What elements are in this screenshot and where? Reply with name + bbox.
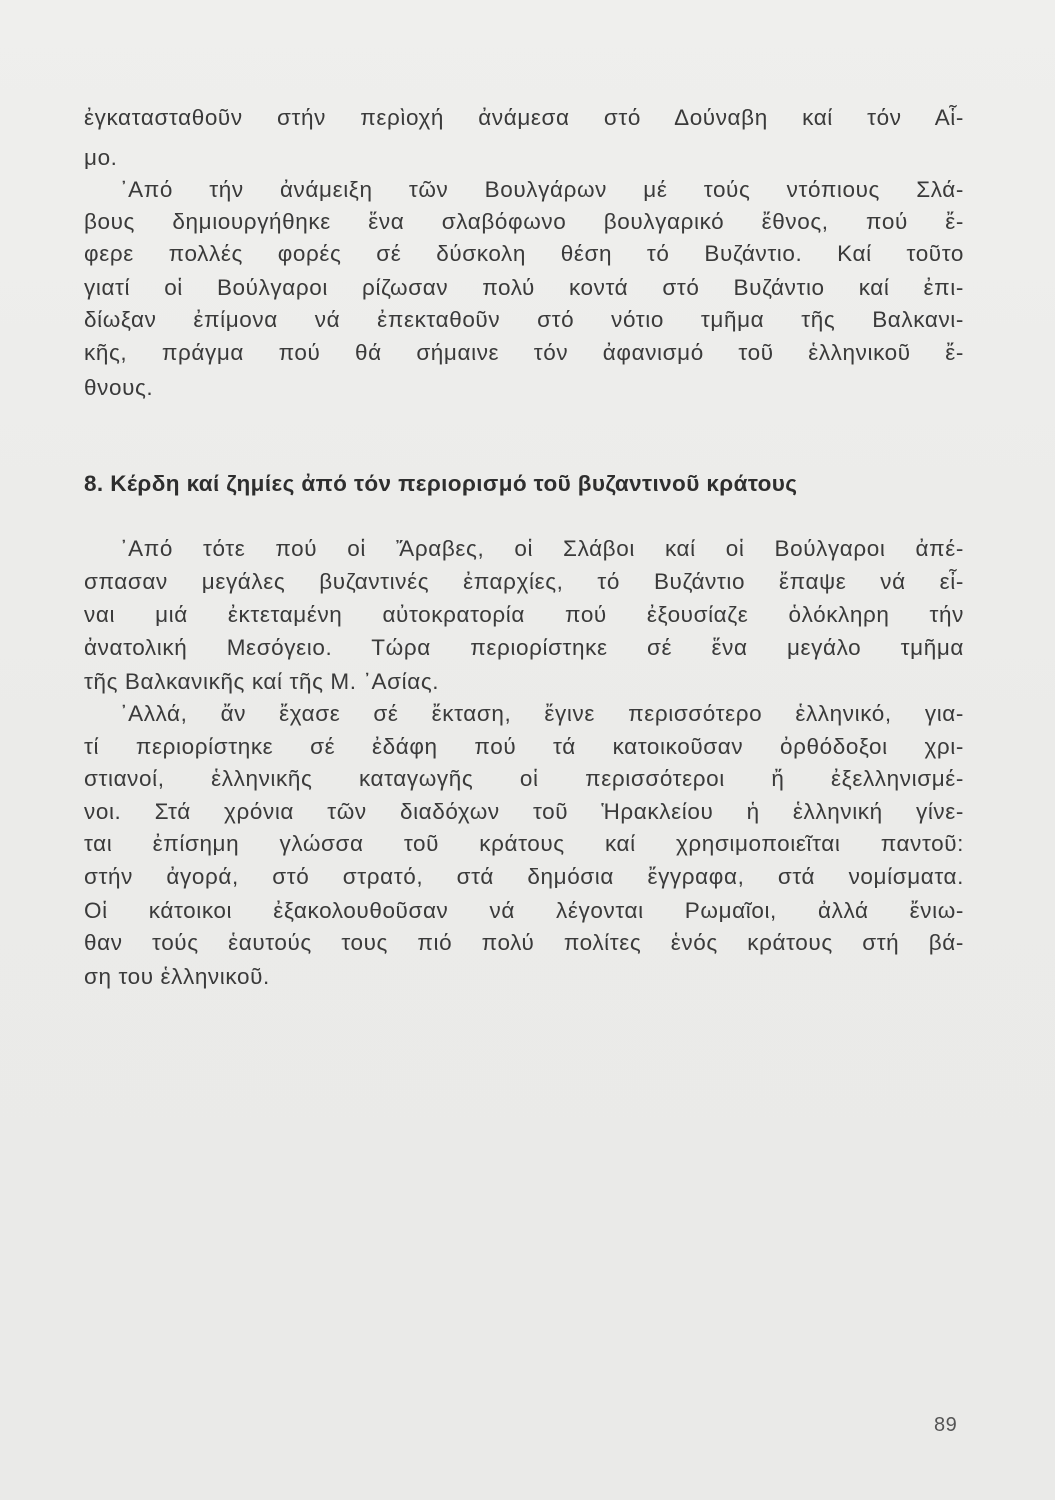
text-line: δίωξαν ἐπίμονα νά ἐπεκταθοῦν στό νότιο τμῆμα τῆς Βαλκανι- (84, 307, 964, 332)
text-line: ᾿Αλλά, ἄν ἔχασε σέ ἔκταση, ἔγινε περισσότερο ἑλληνικό, για- (120, 701, 964, 726)
text-line: θνους. (84, 375, 154, 400)
text-line: μο. (84, 145, 118, 170)
text-line: στιανοί, ἑλληνικῆς καταγωγῆς οἱ περισσότεροι ἤ ἐξελληνισμέ- (84, 766, 964, 791)
text-line: κῆς, πράγμα πού θά σήμαινε τόν ἀφανισμό τοῦ ἑλληνικοῦ ἔ- (84, 340, 964, 365)
page-number: 89 (934, 1414, 958, 1436)
text-line: θαν τούς ἑαυτούς τους πιό πολύ πολίτες ἑνός κράτους στή βά- (84, 930, 964, 955)
text-line: νοι. Στά χρόνια τῶν διαδόχων τοῦ Ἡρακλείου ἡ ἑλληνική γίνε- (84, 799, 964, 824)
text-line: ται ἐπίσημη γλώσσα τοῦ κράτους καί χρησιμοποιεῖται παντοῦ: (84, 831, 964, 856)
text-line: τί περιορίστηκε σέ ἐδάφη πού τά κατοικοῦσαν ὀρθόδοξοι χρι- (84, 734, 964, 759)
text-line: ἐγκατασταθοῦν στήν περὶοχή ἀνάμεσα στό Δούναβη καί τόν Αἷ- (84, 105, 964, 130)
text-line: τῆς Βαλκανικῆς καί τῆς Μ. ᾿Ασίας. (84, 669, 440, 694)
text-line: ᾿Από τότε πού οἱ Ἄραβες, οἱ Σλάβοι καί οἱ Βούλγαροι ἀπέ- (120, 536, 964, 561)
text-line: ναι μιά ἐκτεταμένη αὐτοκρατορία πού ἐξουσίαζε ὁλόκληρη τήν (84, 602, 964, 627)
text-line: ᾿Από τήν ἀνάμειξη τῶν Βουλγάρων μέ τούς ντόπιους Σλά- (120, 177, 964, 202)
text-line: σπασαν μεγάλες βυζαντινές ἐπαρχίες, τό Βυζάντιο ἔπαψε νά εἶ- (84, 569, 964, 594)
text-line: ση του ἑλληνικοῦ. (84, 964, 270, 989)
text-line: Οἱ κάτοικοι ἐξακολουθοῦσαν νά λέγονται Ρωμαῖοι, ἀλλά ἔνιω- (84, 898, 964, 923)
text-line: ἀνατολική Μεσόγειο. Τώρα περιορίστηκε σέ ἕνα μεγάλο τμῆμα (84, 635, 964, 660)
text-line: βους δημιουργήθηκε ἕνα σλαβόφωνο βουλγαρικό ἔθνος, πού ἔ- (84, 209, 964, 234)
section-heading: 8. Κέρδη καί ζημίες ἀπό τόν περιορισμό τοῦ βυζαντινοῦ κράτους (84, 471, 798, 496)
text-line: γιατί οἱ Βούλγαροι ρίζωσαν πολύ κοντά στό Βυζάντιο καί ἐπι- (84, 275, 964, 300)
text-line: φερε πολλές φορές σέ δύσκολη θέση τό Βυζάντιο. Καί τοῦτο (84, 241, 964, 266)
text-line: στήν ἀγορά, στό στρατό, στά δημόσια ἔγγραφα, στά νομίσματα. (84, 864, 964, 889)
